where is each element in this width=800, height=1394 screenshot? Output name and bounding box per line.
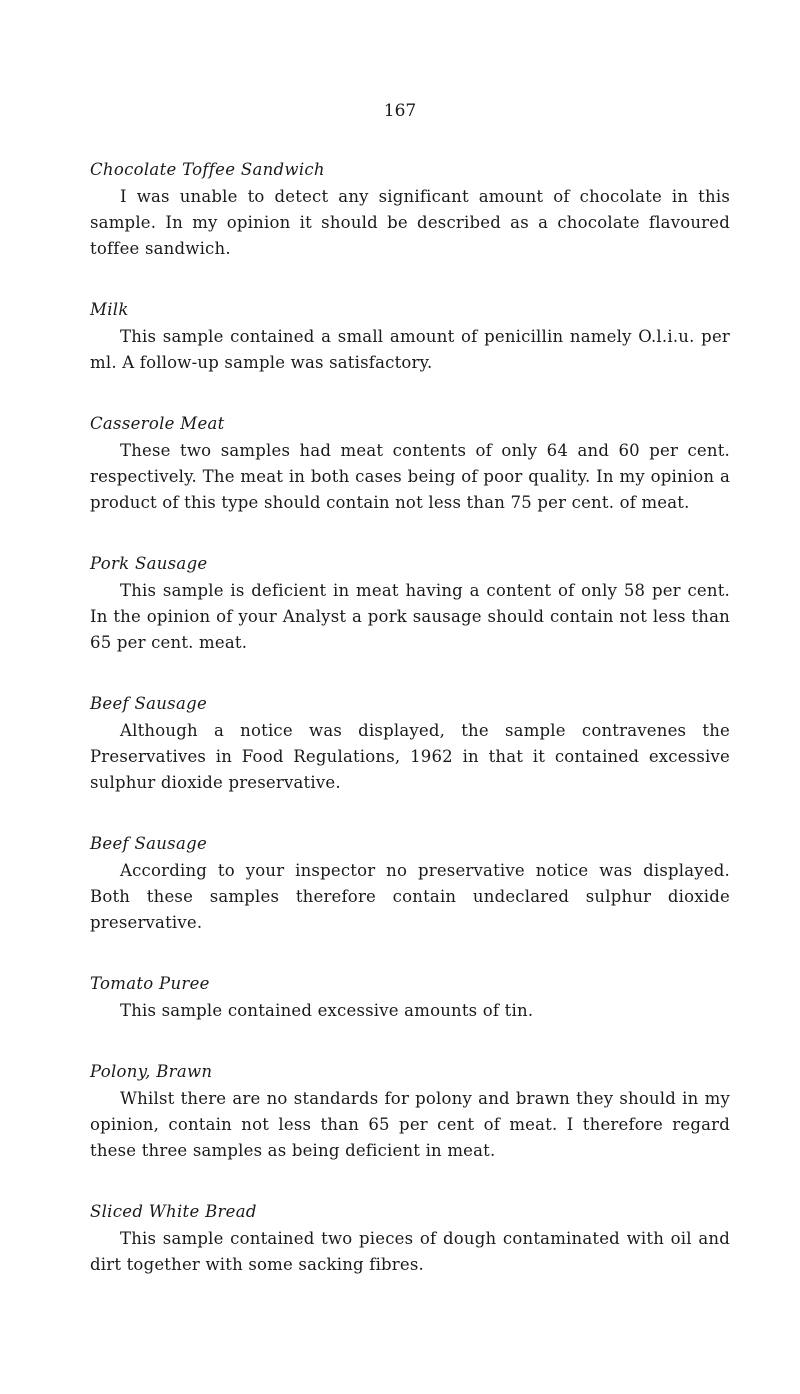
section-heading: Sliced White Bread xyxy=(90,1202,257,1221)
section-casserole-meat xyxy=(90,412,730,516)
section-text: This sample contained a small amount of penicillin namely O.l.i.u. per ml. A follow-up sample was satisfactory. xyxy=(90,327,730,372)
section-heading: Beef Sausage xyxy=(90,694,208,713)
section-heading: Milk xyxy=(90,300,129,319)
section-polony-brawn xyxy=(90,1060,730,1164)
section-chocolate-toffee-sandwich xyxy=(90,158,730,262)
section-milk xyxy=(90,298,730,376)
section-text: According to your inspector no preservative notice was displayed. Both these samples therefore contain undeclared sulphur dioxide preservative. xyxy=(90,861,730,932)
section-text: This sample is deficient in meat having a content of only 58 per cent. In the opinion of your Analyst a pork sausage should contain not less than 65 per cent. meat. xyxy=(90,581,730,652)
page-number: 167 xyxy=(383,101,417,121)
report-body xyxy=(90,158,730,1278)
section-text: Whilst there are no standards for polony and brawn they should in my opinion, contain not less than 65 per cent of meat. I therefore regard these three samples as being deficient in meat. xyxy=(90,1089,730,1160)
section-beef-sausage-2 xyxy=(90,832,730,936)
section-heading: Beef Sausage xyxy=(90,834,208,853)
section-text: This sample contained excessive amounts of tin. xyxy=(120,1001,534,1020)
section-heading: Casserole Meat xyxy=(90,414,225,433)
section-tomato-puree xyxy=(90,972,730,1024)
section-text: This sample contained two pieces of dough contaminated with oil and dirt together with some sacking fibres. xyxy=(90,1229,730,1274)
section-pork-sausage xyxy=(90,552,730,656)
section-text: These two samples had meat contents of only 64 and 60 per cent. respectively. The meat in both cases being of poor quality. In my opinion a product of this type should contain not less than 75 per cent. of meat. xyxy=(90,441,730,512)
section-heading: Chocolate Toffee Sandwich xyxy=(90,160,325,179)
section-heading: Pork Sausage xyxy=(90,554,208,573)
section-beef-sausage-1 xyxy=(90,692,730,796)
section-sliced-white-bread xyxy=(90,1200,730,1278)
section-heading: Polony, Brawn xyxy=(90,1062,213,1081)
section-text: I was unable to detect any significant amount of chocolate in this sample. In my opinion it should be described as a chocolate flavoured toffee sandwich. xyxy=(90,187,730,258)
section-text: Although a notice was displayed, the sample contravenes the Preservatives in Food Regulations, 1962 in that it contained excessive sulphur dioxide preservative. xyxy=(90,721,730,792)
section-heading: Tomato Puree xyxy=(90,974,210,993)
